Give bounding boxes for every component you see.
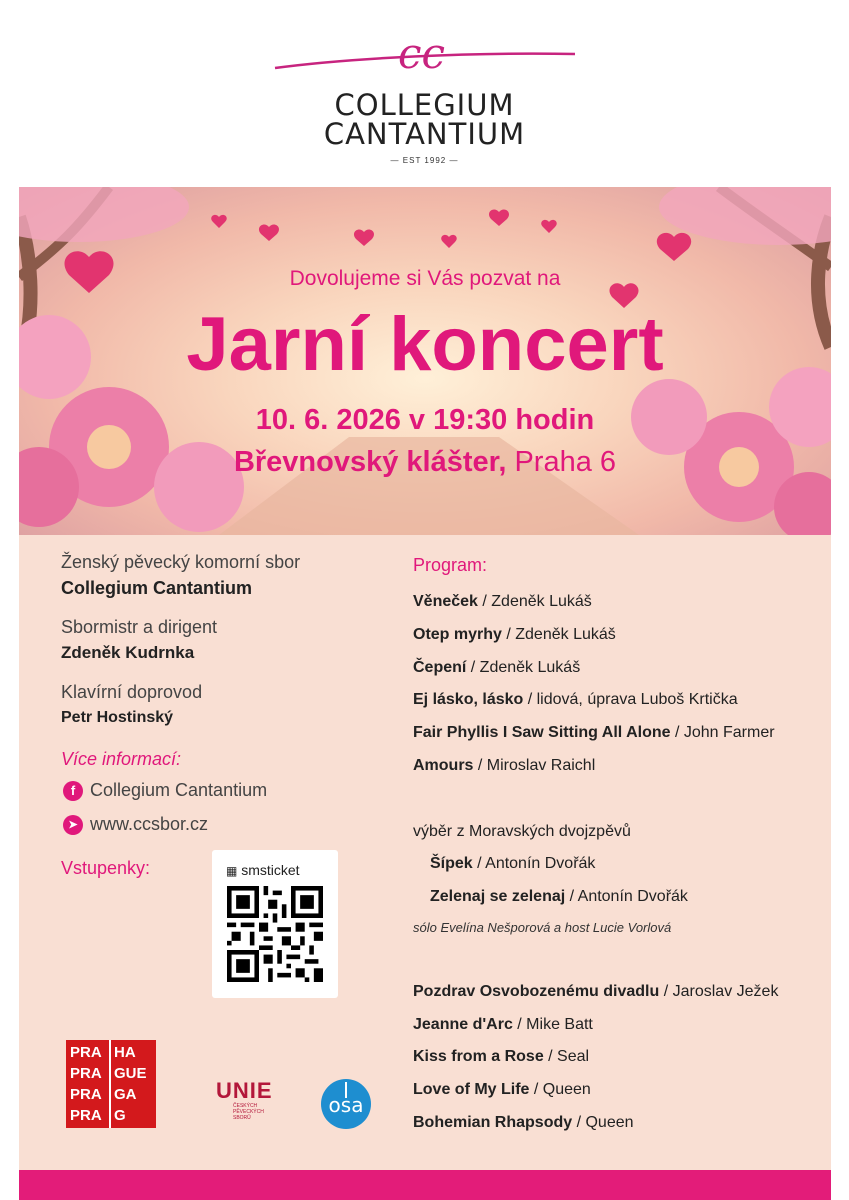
prague-logo-text: PRA <box>70 1065 102 1082</box>
prague-logo-text: PRA <box>70 1086 102 1103</box>
program-item: Kiss from a Rose / Seal <box>413 1048 590 1065</box>
choir-name: Collegium Cantantium <box>61 578 253 598</box>
facebook-icon[interactable]: f <box>63 781 83 801</box>
program-item: Čepení / Zdeněk Lukáš <box>413 659 581 676</box>
program-item: Love of My Life / Queen <box>413 1081 591 1098</box>
unie-sub-text: ČESKÝCH <box>233 1103 258 1109</box>
conductor-name: Zdeněk Kudrnka <box>61 643 195 662</box>
unie-logo-subtitle <box>233 1103 264 1121</box>
invitation-text: Dovolujeme si Vás pozvat na <box>289 267 561 290</box>
unie-sub-text: SBORŮ <box>233 1115 251 1121</box>
solo-note: sólo Evelína Nešporová a host Lucie Vorlová <box>413 920 672 935</box>
smsticket-label: smsticket <box>241 862 300 878</box>
unie-sub-text: PĚVECKÝCH <box>233 1109 264 1115</box>
conductor-label: Sbormistr a dirigent <box>61 617 218 637</box>
venue-name: Břevnovský klášter, <box>233 446 507 478</box>
program-item: Amours / Miroslav Raichl <box>413 757 596 774</box>
facebook-link[interactable]: Collegium Cantantium <box>90 780 268 800</box>
prague-city-logo <box>66 1040 156 1128</box>
program-item: Bohemian Rhapsody / Queen <box>413 1114 634 1131</box>
moravian-intro: výběr z Moravských dvojzpěvů <box>413 823 631 840</box>
program-item: Šípek / Antonín Dvořák <box>430 855 596 872</box>
piano-label: Klavírní doprovod <box>61 682 203 702</box>
prague-logo-text: G <box>114 1107 126 1124</box>
smsticket-brand <box>226 862 300 878</box>
unie-logo-title: UNIE <box>216 1078 273 1103</box>
telegram-icon[interactable]: ➤ <box>63 815 83 835</box>
venue-city: Praha 6 <box>506 446 617 478</box>
prague-logo-text: GA <box>114 1086 137 1103</box>
ticket-qr-card[interactable] <box>212 850 338 998</box>
prague-logo-text: HA <box>114 1044 136 1061</box>
program-item: Zelenaj se zelenaj / Antonín Dvořák <box>430 888 688 905</box>
logo-est-text: EST 1992 <box>402 156 447 165</box>
program-item: Otep myrhy / Zdeněk Lukáš <box>413 626 616 643</box>
prague-logo-text: PRA <box>70 1044 102 1061</box>
program-item: Fair Phyllis I Saw Sitting All Alone / John Farmer <box>413 724 775 741</box>
program-item: Jeanne d'Arc / Mike Batt <box>413 1016 593 1033</box>
concert-date: 10. 6. 2026 v 19:30 hodin <box>255 404 595 436</box>
monogram: cc <box>398 30 446 78</box>
collegium-logo-mark <box>270 30 580 80</box>
svg-text:osa: osa <box>328 1093 364 1117</box>
logo-established: — EST 1992 — <box>390 156 459 165</box>
qr-code[interactable] <box>227 886 323 982</box>
ticket-icon: ▦ <box>226 864 238 878</box>
prague-logo-text: PRA <box>70 1107 102 1124</box>
osa-logo <box>320 1078 372 1130</box>
prague-logo-text: GUE <box>114 1065 147 1082</box>
concert-venue <box>19 446 831 479</box>
website-link[interactable]: www.ccsbor.cz <box>90 814 209 834</box>
tickets-heading: Vstupenky: <box>61 858 151 878</box>
logo-name-line1: COLLEGIUM <box>334 88 515 122</box>
bottom-accent-bar <box>19 1170 831 1200</box>
more-info-heading: Více informací: <box>61 749 182 769</box>
logo-name-line2: CANTANTIUM <box>323 117 526 151</box>
choir-label: Ženský pěvecký komorní sbor <box>61 552 301 572</box>
program-item: Ej lásko, lásko / lidová, úprava Luboš Krtička <box>413 691 738 708</box>
program-item: Pozdrav Osvobozenému divadlu / Jaroslav Ježek <box>413 983 779 1000</box>
concert-banner <box>19 187 831 535</box>
piano-name: Petr Hostinský <box>61 709 174 726</box>
program-item: Věneček / Zdeněk Lukáš <box>413 593 592 610</box>
program-heading: Program: <box>413 555 488 575</box>
concert-title: Jarní koncert <box>186 302 664 387</box>
